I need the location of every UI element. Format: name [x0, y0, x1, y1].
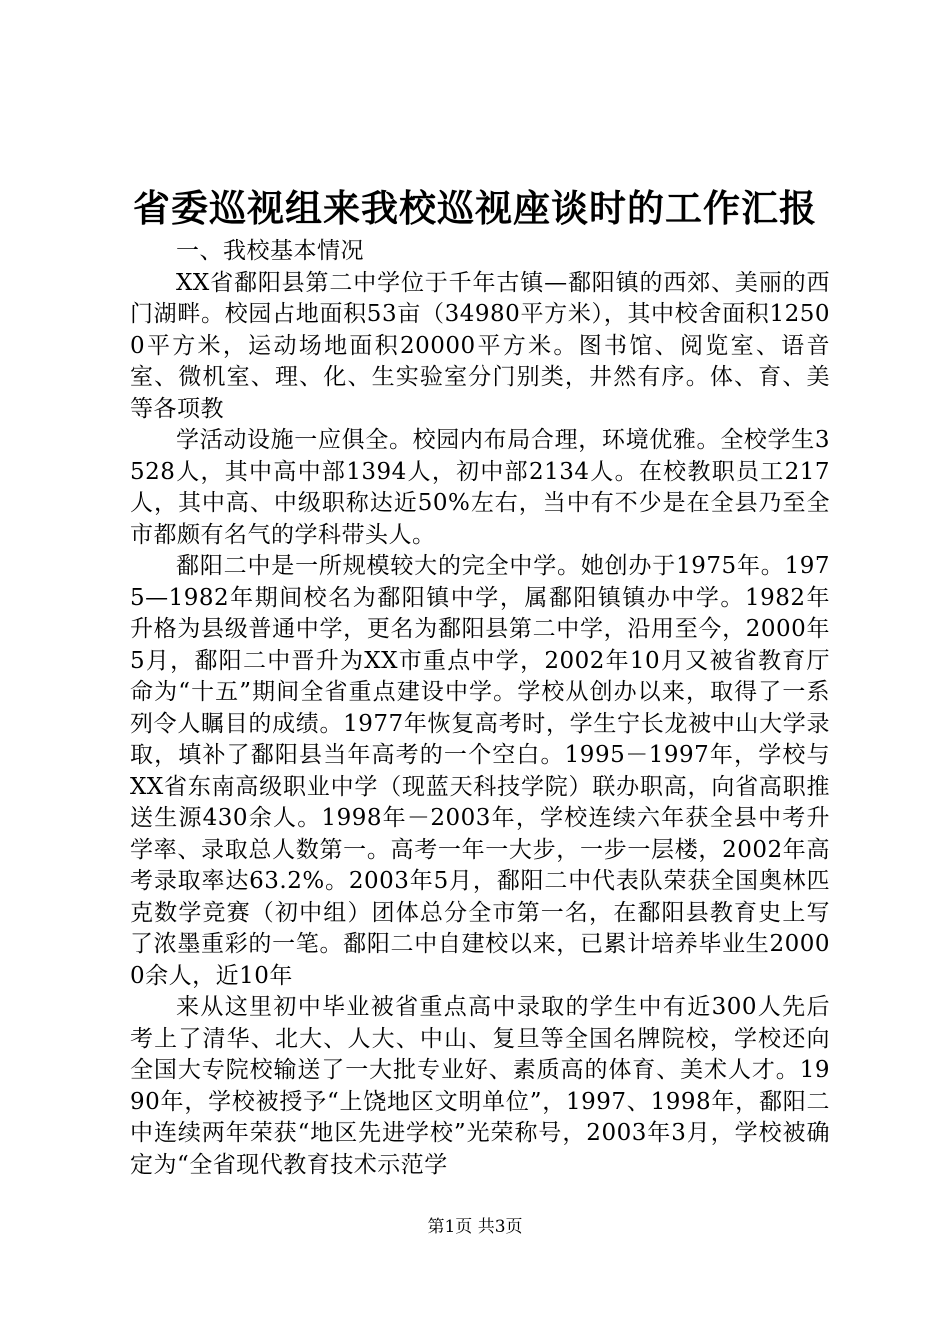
- body-paragraph: XX省鄱阳县第二中学位于千年古镇—鄱阳镇的西郊、美丽的西门湖畔。校园占地面积53亩（34980平方米），其中校舍面积12500平方米，运动场地面积20000平方米。图书馆、阅览室、语音室、微机室、理、化、生实验室分门别类，井然有序。体、育、美等各项教: [130, 269, 830, 422]
- body-paragraph: 鄱阳二中是一所规模较大的完全中学。她创办于1975年。1975—1982年期间校名为鄱阳镇中学，属鄱阳镇镇办中学。1982年升格为县级普通中学，更名为鄱阳县第二中学，沿用至今，2000年5月，鄱阳二中晋升为XX市重点中学，2002年10月又被省教育厅命为“十五”期间全省重点建设中学。学校从创办以来，取得了一系列令人瞩目的成绩。1977年恢复高考时，学生宁长龙被中山大学录取，填补了鄱阳县当年高考的一个空白。1995－1997年，学校与XX省东南高级职业中学（现蓝天科技学院）联办职高，向省高职推送生源430余人。1998年－2003年，学校连续六年获全县中考升学率、录取总人数第一。高考一年一大步，一步一层楼，2002年高考录取率达63.2%。2003年5月，鄱阳二中代表队荣获全国奥林匹克数学竞赛（初中组）团体总分全市第一名，在鄱阳县教育史上写了浓墨重彩的一笔。鄱阳二中自建校以来，已累计培养毕业生20000余人，近10年: [130, 553, 830, 989]
- section-heading: 一、我校基本情况: [176, 238, 364, 264]
- document-title: 省委巡视组来我校巡视座谈时的工作汇报: [133, 186, 817, 230]
- document-body: [130, 236, 830, 1181]
- body-paragraph: 学活动设施一应俱全。校园内布局合理，环境优雅。全校学生3528人，其中高中部1394人，初中部2134人。在校教职员工217人，其中高、中级职称达近50%左右，当中有不少是在全县乃至全市都颇有名气的学科带头人。: [130, 427, 830, 548]
- page-number-footer: 第1页 共3页: [427, 1217, 523, 1237]
- body-paragraph: 来从这里初中毕业被省重点高中录取的学生中有近300人先后考上了清华、北大、人大、中山、复旦等全国名牌院校，学校还向全国大专院校输送了一大批专业好、素质高的体育、美术人才。1990年，学校被授予“上饶地区文明单位”，1997、1998年，鄱阳二中连续两年荣获“地区先进学校”光荣称号，2003年3月，学校被确定为“全省现代教育技术示范学: [130, 994, 830, 1178]
